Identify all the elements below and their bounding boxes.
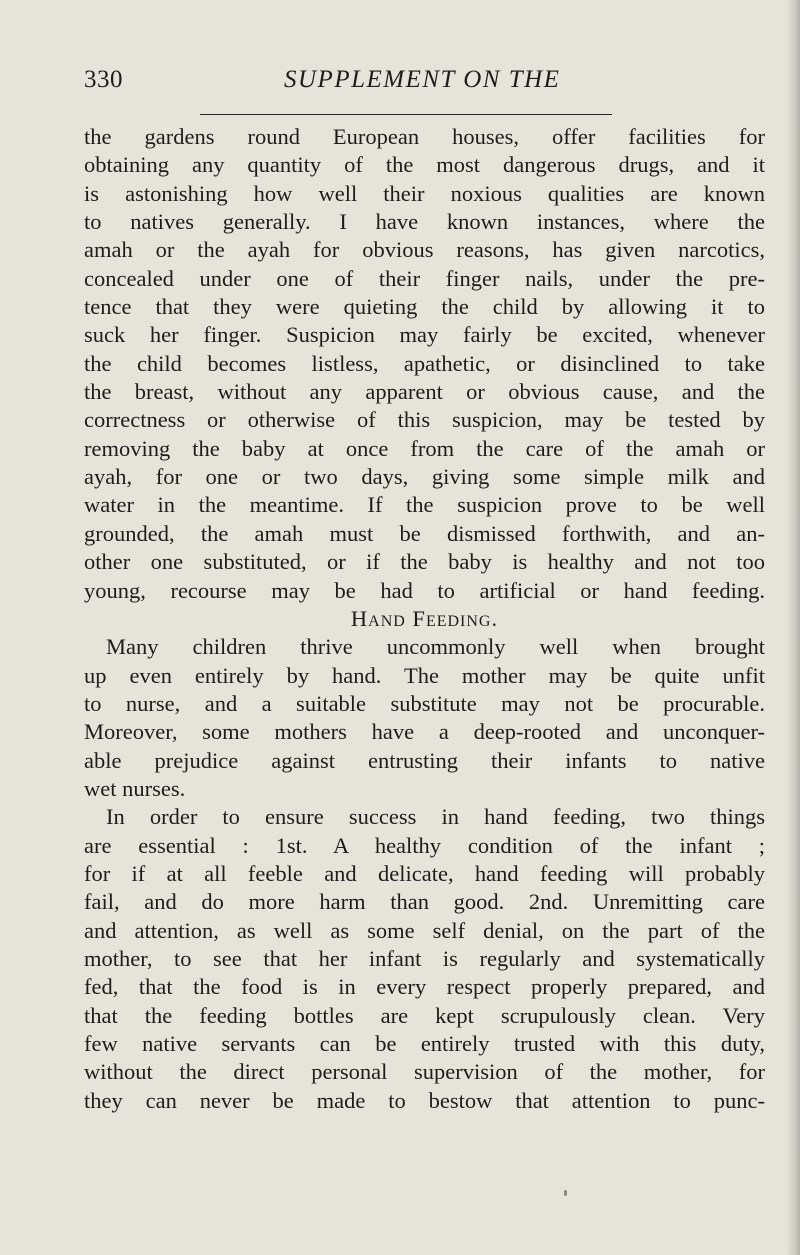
text-line: they can never be made to bestow that attention to punc- bbox=[84, 1087, 765, 1113]
text-line: grounded, the amah must be dismissed forthwith, and an- bbox=[84, 520, 765, 546]
paragraph bbox=[84, 123, 765, 605]
text-line: suck her finger. Suspicion may fairly be excited, whenever bbox=[84, 322, 765, 348]
text-line: is astonishing how well their noxious qualities are known bbox=[84, 180, 765, 206]
text-line: mother, to see that her infant is regularly and systematically bbox=[84, 945, 765, 971]
text-line: tence that they were quieting the child by allowing it to bbox=[84, 294, 765, 320]
text-line: able prejudice against entrusting their infants to native bbox=[84, 747, 765, 773]
print-speck bbox=[564, 1190, 567, 1196]
text-line: young, recourse may be had to artificial or hand feeding. bbox=[84, 577, 765, 603]
paragraph bbox=[84, 803, 765, 1115]
page-edge-shadow bbox=[786, 0, 800, 1255]
page-header bbox=[84, 66, 764, 106]
text-line: obtaining any quantity of the most dangerous drugs, and it bbox=[84, 152, 765, 178]
running-head: SUPPLEMENT ON THE bbox=[284, 66, 561, 93]
header-rule bbox=[200, 114, 612, 115]
paragraph bbox=[84, 633, 765, 803]
text-line: amah or the ayah for obvious reasons, has given narcotics, bbox=[84, 237, 765, 263]
text-line: Moreover, some mothers have a deep-rooted and unconquer- bbox=[84, 719, 765, 745]
text-line: the gardens round European houses, offer facilities for bbox=[84, 124, 765, 149]
text-line: without the direct personal supervision of the mother, for bbox=[84, 1059, 765, 1085]
text-line: up even entirely by hand. The mother may be quite unfit bbox=[84, 662, 765, 688]
text-line: water in the meantime. If the suspicion prove to be well bbox=[84, 492, 765, 518]
page-number: 330 bbox=[84, 66, 123, 93]
section-heading: Hand Feeding. bbox=[350, 605, 499, 631]
text-line: fail, and do more harm than good. 2nd. Unremitting care bbox=[84, 889, 765, 915]
text-line: to nurse, and a suitable substitute may not be procurable. bbox=[84, 690, 765, 716]
text-line: to natives generally. I have known instances, where the bbox=[84, 209, 765, 235]
text-line: and attention, as well as some self denial, on the part of the bbox=[84, 917, 765, 943]
text-line: the child becomes listless, apathetic, or disinclined to take bbox=[84, 350, 765, 376]
text-line: wet nurses. bbox=[84, 775, 186, 801]
body-text bbox=[84, 123, 765, 1115]
text-line: ayah, for one or two days, giving some simple milk and bbox=[84, 464, 765, 490]
text-line: the breast, without any apparent or obvious cause, and the bbox=[84, 379, 765, 405]
text-line: are essential : 1st. A healthy condition of the infant ; bbox=[84, 832, 765, 858]
text-line: few native servants can be entirely trusted with this duty, bbox=[84, 1031, 765, 1056]
text-line: that the feeding bottles are kept scrupulously clean. Very bbox=[84, 1002, 765, 1028]
text-line: correctness or otherwise of this suspicion, may be tested by bbox=[84, 407, 765, 433]
text-line: for if at all feeble and delicate, hand feeding will probably bbox=[84, 860, 765, 886]
text-line: other one substituted, or if the baby is healthy and not too bbox=[84, 549, 765, 575]
text-line: concealed under one of their finger nails, under the pre- bbox=[84, 265, 765, 291]
text-line: In order to ensure success in hand feeding, two things bbox=[106, 804, 765, 830]
text-line: fed, that the food is in every respect properly prepared, and bbox=[84, 974, 765, 1000]
text-line: Many children thrive uncommonly well when brought bbox=[106, 634, 765, 660]
text-line: removing the baby at once from the care of the amah or bbox=[84, 435, 765, 461]
